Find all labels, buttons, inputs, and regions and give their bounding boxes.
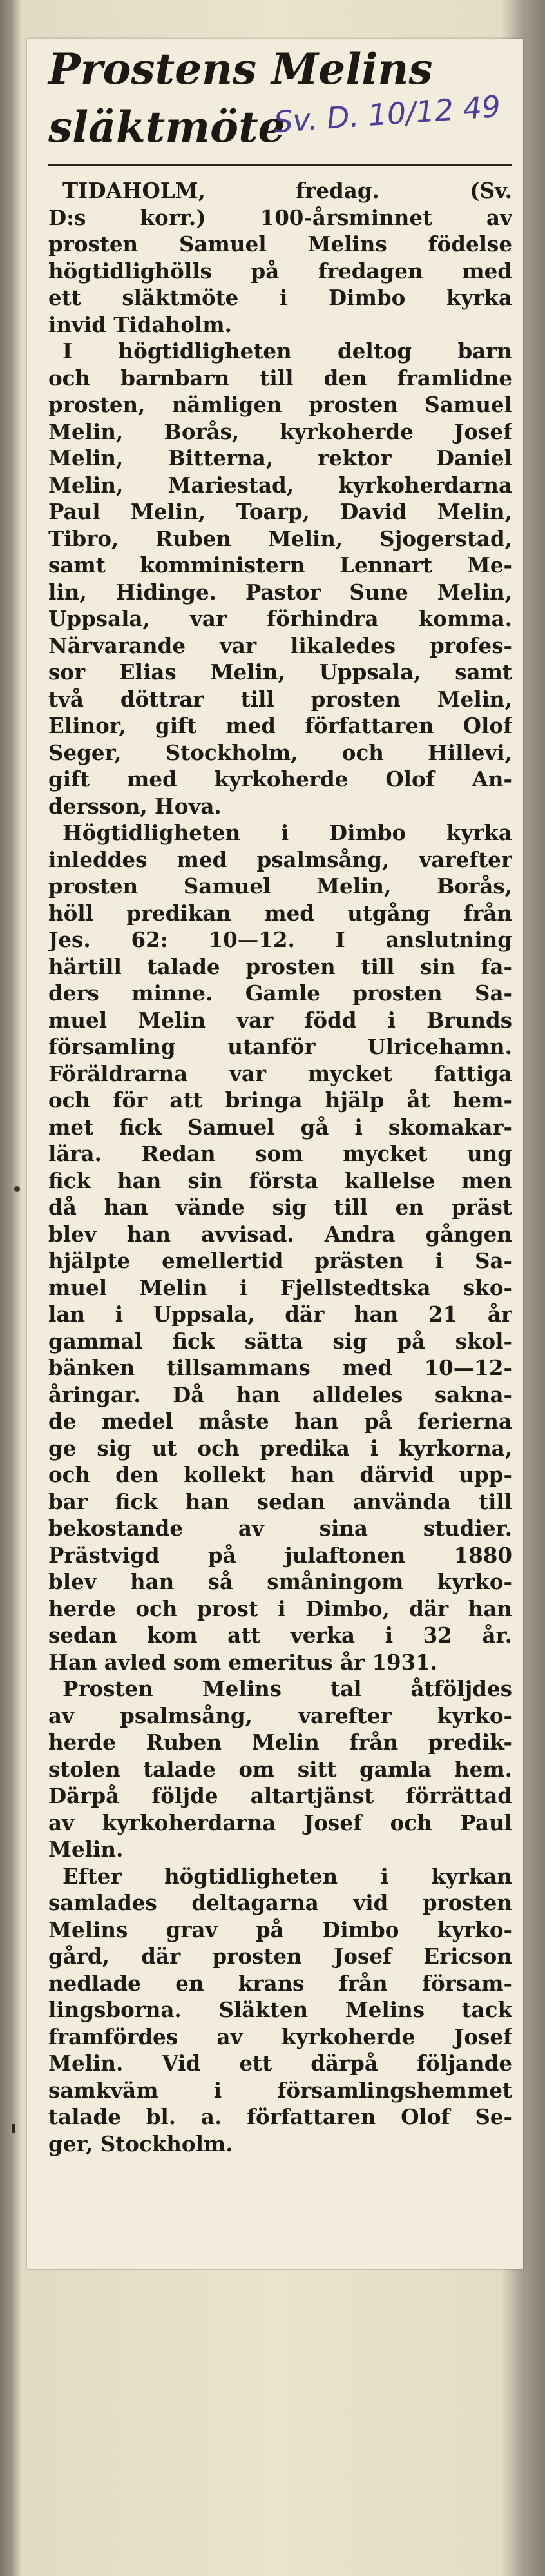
article-line: I högtidligheten deltog barn — [62, 338, 512, 364]
article-line: och för att bringa hjälp åt hem- — [48, 1088, 512, 1113]
article-line: församling utanför Ulricehamn. — [48, 1034, 512, 1059]
article-line: av psalmsång, varefter kyrko- — [48, 1703, 512, 1728]
article-line: Seger, Stockholm, och Hillevi, — [48, 739, 512, 765]
margin-mark — [14, 1186, 20, 1192]
article-line: framfördes av kyrkoherde Josef — [48, 2024, 512, 2049]
article-line: Han avled som emeritus år 1931. — [48, 1649, 438, 1675]
article-line: fick han sin första kallelse men — [48, 1167, 512, 1193]
article-paragraph — [48, 819, 512, 1675]
article-line: höll predikan med utgång från — [48, 900, 512, 926]
article-line: muel Melin i Fjellstedtska sko- — [48, 1274, 512, 1300]
article-line: blev han så småningom kyrko- — [48, 1569, 512, 1594]
article-line: Därpå följde altartjänst förrättad — [48, 1783, 512, 1808]
article-paragraph — [48, 338, 512, 819]
article-line: högtidlighölls på fredagen med — [48, 258, 512, 284]
article-line: åringar. Då han alldeles sakna- — [48, 1381, 512, 1407]
article-line: Elinor, gift med författaren Olof — [48, 713, 512, 738]
article-line: Paul Melin, Toarp, David Melin, — [48, 499, 512, 524]
article-line: då han vände sig till en präst — [48, 1195, 512, 1220]
article-line: Tibro, Ruben Melin, Sjogerstad, — [48, 525, 512, 551]
article-line: Högtidligheten i Dimbo kyrka — [62, 820, 512, 845]
article-line: Melin. — [48, 1837, 124, 1862]
article-line: bänken tillsammans med 10—12- — [48, 1355, 512, 1380]
article-line: hjälpte emellertid prästen i Sa- — [48, 1248, 512, 1273]
article-line: prosten Samuel Melins födelse — [48, 231, 512, 257]
article-paragraph — [48, 1863, 512, 2158]
article-line: met fick Samuel gå i skomakar- — [48, 1114, 512, 1140]
article-line: samt komministern Lennart Me- — [48, 552, 512, 578]
article-line: stolen talade om sitt gamla hem. — [48, 1756, 512, 1782]
article-line: lära. Redan som mycket ung — [48, 1141, 512, 1166]
article-line: TIDAHOLM, fredag. (Sv. — [62, 178, 512, 203]
article-line: och barnbarn till den framlidne — [48, 365, 512, 391]
article-line: två döttrar till prosten Melin, — [48, 686, 512, 712]
headline-rule — [48, 164, 512, 166]
article-line: Jes. 62: 10—12. I anslutning — [48, 927, 512, 952]
article-line: ger, Stockholm. — [48, 2131, 233, 2156]
article-line: av kyrkoherdarna Josef och Paul — [48, 1810, 512, 1835]
article-line: Melins grav på Dimbo kyrko- — [48, 1917, 512, 1942]
article-line: samkväm i församlingshemmet — [48, 2077, 512, 2103]
article-line: Prästvigd på julaftonen 1880 — [48, 1542, 512, 1568]
handwritten-date-note: Sv. D. 10/12 49 — [272, 88, 502, 140]
article-line: D:s korr.) 100-årsminnet av — [48, 204, 512, 230]
article-line: muel Melin var född i Brunds — [48, 1007, 512, 1033]
article-line: lingsborna. Släkten Melins tack — [48, 1997, 512, 2022]
article-paragraph — [48, 177, 512, 338]
article-body — [48, 177, 512, 2157]
article-line: Närvarande var likaledes profes- — [48, 632, 512, 658]
article-line: bar fick han sedan använda till — [48, 1488, 512, 1514]
article-line: herde och prost i Dimbo, där han — [48, 1595, 512, 1621]
article-line: de medel måste han på ferierna — [48, 1409, 512, 1434]
article-line: Efter högtidligheten i kyrkan — [62, 1863, 512, 1889]
article-line: Melin, Bitterna, rektor Daniel — [48, 445, 512, 471]
article-line: inleddes med psalmsång, varefter — [48, 846, 512, 872]
headline-line-2: släktmöte — [48, 102, 285, 152]
article-line: sedan kom att verka i 32 år. — [48, 1623, 512, 1648]
article-line: ders minne. Gamle prosten Sa- — [48, 981, 512, 1006]
article-line: gift med kyrkoherde Olof An- — [48, 766, 512, 792]
headline-line-1: Prostens Melins — [48, 44, 433, 94]
margin-tick — [12, 2124, 15, 2133]
article-line: Melin, Mariestad, kyrkoherdarna — [48, 472, 512, 498]
article-line: och den kollekt han därvid upp- — [48, 1462, 512, 1487]
article-line: samlades deltagarna vid prosten — [48, 1890, 512, 1915]
article-line: ge sig ut och predika i kyrkorna, — [48, 1435, 512, 1461]
article-line: dersson, Hova. — [48, 793, 222, 819]
article-line: gård, där prosten Josef Ericson — [48, 1944, 512, 1969]
article-line: blev han avvisad. Andra gången — [48, 1221, 512, 1247]
article-line: invid Tidaholm. — [48, 311, 232, 337]
article-line: lan i Uppsala, där han 21 år — [48, 1302, 512, 1327]
article-line: ett släktmöte i Dimbo kyrka — [48, 285, 512, 310]
article-line: herde Ruben Melin från predik- — [48, 1730, 512, 1755]
article-line: Melin. Vid ett därpå följande — [48, 2051, 512, 2076]
article-line: härtill talade prosten till sin fa- — [48, 953, 512, 979]
article-line: gammal fick sätta sig på skol- — [48, 1328, 512, 1354]
article-paragraph — [48, 1675, 512, 1863]
article-line: sor Elias Melin, Uppsala, samt — [48, 659, 512, 685]
article-line: Melin, Borås, kyrkoherde Josef — [48, 418, 512, 444]
article-line: bekostande av sina studier. — [48, 1516, 512, 1541]
article-line: Prosten Melins tal åtföljdes — [62, 1676, 512, 1701]
article-line: talade bl. a. författaren Olof Se- — [48, 2104, 512, 2129]
article-line: Föräldrarna var mycket fattiga — [48, 1060, 512, 1086]
article-line: Uppsala, var förhindra komma. — [48, 606, 512, 631]
article-line: nedlade en krans från försam- — [48, 1970, 512, 1996]
article-line: lin, Hidinge. Pastor Sune Melin, — [48, 579, 512, 605]
article-line: prosten Samuel Melin, Borås, — [48, 873, 512, 899]
article-line: prosten, nämligen prosten Samuel — [48, 392, 512, 417]
